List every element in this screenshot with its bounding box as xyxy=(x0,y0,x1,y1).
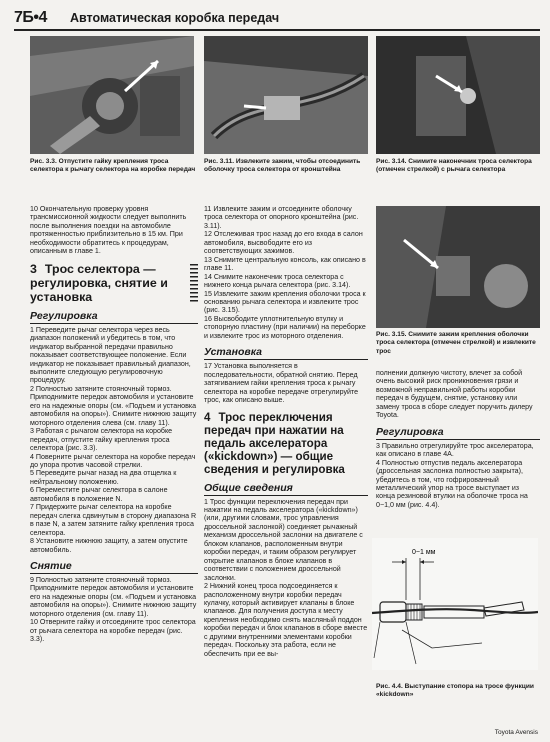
paragraph-r7: 7 Придержите рычаг селектора на коробке передач слегка сдвинутым в сторону диапазона R в пазе N, а затем затяните гайку крепления троса селектора. xyxy=(30,503,197,537)
caption-fig-3-3: Рис. 3.3. Отпустите гайку крепления троса селектора к рычагу селектора на коробке передач xyxy=(30,158,196,174)
photo-fig-3-15 xyxy=(376,206,540,328)
header-divider xyxy=(14,29,540,31)
photo-fig-3-3-image xyxy=(30,36,194,154)
section-3-title: Трос селектора — регулировка, снятие и установка xyxy=(30,261,168,304)
paragraph-15: 15 Извлеките зажим крепления оболочки троса к основанию рычага селектора и извлеките трос (рис. 3.15). xyxy=(204,289,366,315)
caption-fig-3-15: Рис. 3.15. Снимите зажим крепления оболочки троса селектора (отмечен стрелкой) и извлеките трос xyxy=(376,331,536,355)
photo-fig-3-15-image xyxy=(376,206,540,328)
paragraph-12: 12 Отслеживая трос назад до его входа в салон автомобиля, высвободите его из соответствующих зажимов. xyxy=(204,230,363,256)
photo-fig-3-11-image xyxy=(204,36,368,154)
section-3-number: 3 xyxy=(30,261,37,276)
diagram-fig-4-4 xyxy=(372,538,538,670)
section-4-number: 4 xyxy=(204,410,211,424)
paragraph-r1: 1 Переведите рычаг селектора через весь диапазон положений и убедитесь в том, что индикатор выбранной передачи правильно показывает соответствующее положение. Если индикатор не показывает правильный диапазон, выполните следующую регулировочную процедуру. xyxy=(30,325,191,385)
section-3-heading xyxy=(30,262,198,304)
caption-fig-4-4: Рис. 4.4. Выступание стопора на тросе функции «kickdown» xyxy=(376,683,534,699)
caption-fig-3-14: Рис. 3.14. Снимите наконечник троса селектора (отмечен стрелкой) с рычага селектора xyxy=(376,158,532,174)
subheading-obshie: Общие сведения xyxy=(204,482,368,496)
paragraph-17: 17 Установка выполняется в последовательности, обратной снятию. Перед затягиванием гайки крепления троса к рычагу селектора на коробке передаче отрегулируйте трос, как описано выше. xyxy=(204,362,359,405)
diagram-fig-4-4-drawing xyxy=(372,538,538,670)
footer-model: Toyota Avensis xyxy=(494,729,538,736)
paragraph-r4: 4 Поверните рычаг селектора на коробке передач до упора против часовой стрелки. xyxy=(30,452,196,469)
photo-fig-3-11 xyxy=(204,36,368,154)
paragraph-s9: 9 Полностью затяните стояночный тормоз. Приподнимите передок автомобиля и установите его на надежные опоры (см. «Подъем и установка автомобиля на опоры»). Снимите нижнюю защиту моторного отделения (см. главу 11). xyxy=(30,575,197,618)
subheading-snyatie: Снятие xyxy=(30,560,198,574)
photo-fig-3-14-image xyxy=(376,36,540,154)
subheading-regulirovka: Регулировка xyxy=(30,310,198,324)
paragraph-13: 13 Снимите центральную консоль, как описано в главе 11. xyxy=(204,255,366,273)
paragraph-r3: 3 Работая с рычагом селектора на коробке передач, отпустите гайку крепления троса селектора (рис. 3.3). xyxy=(30,427,173,453)
text-column-2 xyxy=(204,205,368,658)
paragraph-r6: 6 Переместите рычаг селектора в салоне автомобиля в положение N. xyxy=(30,486,168,503)
paragraph-a3: 3 Правильно отрегулируйте трос акселератора, как описано в главе 4А. xyxy=(376,441,534,459)
section-4-heading xyxy=(204,411,368,476)
paragraph-r2: 2 Полностью затяните стояночный тормоз. Приподнимите передок автомобиля и установите его на надежные опоры (см. «Подъем и установка автомобиля на опоры»). Снимите нижнюю защиту моторного отделения слева (см. главу 11). xyxy=(30,384,197,427)
paragraph-cont: полнении должную чистоту, влечет за собой очень высокий риск проникновения грязи и возможной неправильной работы коробки передач в будущем, снятие, установку или замену троса в сборе следует поручить дилеру Toyota. xyxy=(376,369,533,420)
paragraph-g1: 1 Трос функции переключения передач при нажатии на педаль акселератора («kickdown») (или, другими словами, трос управления дроссельной заслонкой) соединяет рычажный механизм дроссельной заслонки на двигателе с блоком клапанов, расположенным внутри коробки передач, и таким образом регулирует открытие клапанов в блоке клапанов в соответствии с положением дроссельной заслонки. xyxy=(204,497,363,582)
paragraph-16: 16 Высвободите уплотнительную втулку и стопорную пластину (при наличии) на переборке и извлеките трос из моторного отделения. xyxy=(204,314,366,340)
dimension-label: 0−1 мм xyxy=(412,549,436,556)
caption-fig-3-11: Рис. 3.11. Извлеките зажим, чтобы отсоединить оболочку троса селектора от кронштейна xyxy=(204,158,361,174)
text-column-3 xyxy=(376,369,540,509)
section-marker-icon xyxy=(190,264,198,304)
paragraph-r5: 5 Переведите рычаг назад на два отщелка к нейтральному положению. xyxy=(30,469,177,486)
paragraph-a4: 4 Полностью отпустив педаль акселератора (дроссельная заслонка полностью закрыта), убедитесь в том, что гофрированный металлический упор на тросе выступает из конца резиновой втулки на оболочке троса на 0−1,0 мм (рис. 4.4). xyxy=(376,458,528,509)
page-number: 7Б•4 xyxy=(14,9,47,26)
paragraph-11: 11 Извлеките зажим и отсоедините оболочку троса селектора от опорного кронштейна (рис. 3.11). xyxy=(204,205,359,230)
page-header xyxy=(0,0,550,32)
paragraph-14: 14 Снимите наконечник троса селектора с нижнего конца рычага селектора (рис. 3.14). xyxy=(204,272,351,290)
subheading-ustanovka: Установка xyxy=(204,346,368,360)
paragraph-10: 10 Окончательную проверку уровня трансмиссионной жидкости следует выполнить после выполнения поездки на автомобиле протяженностью приблизительно в 15 км. При необходимости обратитесь к процедурам, описанным в главе 1. xyxy=(30,205,187,256)
page-title: Автоматическая коробка передач xyxy=(70,11,280,25)
text-column-1 xyxy=(30,205,198,644)
subheading-regulirovka-4: Регулировка xyxy=(376,426,540,440)
photo-fig-3-3 xyxy=(30,36,194,154)
paragraph-s10: 10 Отверните гайку и отсоедините трос селектора от рычага селектора на коробке передач (рис. 3.3). xyxy=(30,618,196,644)
paragraph-r8: 8 Установите нижнюю защиту, а затем опустите автомобиль. xyxy=(30,537,188,554)
photo-fig-3-14 xyxy=(376,36,540,154)
section-4-title: Трос переключения передач при нажатии на педаль акселератора («kickdown») — общие сведения и регулировка xyxy=(204,410,345,476)
paragraph-g2: 2 Нижний конец троса подсоединяется к расположенному внутри коробки передач кулачку, который активирует клапаны в блоке клапанов. Для получения доступа к месту крепления необходимо снять масляный поддон коробки передач и блок клапанов в сборе вместе с другими внутренними элементами коробки передач. Поскольку эта работа, если не обеспечить при ее вы- xyxy=(204,582,368,658)
